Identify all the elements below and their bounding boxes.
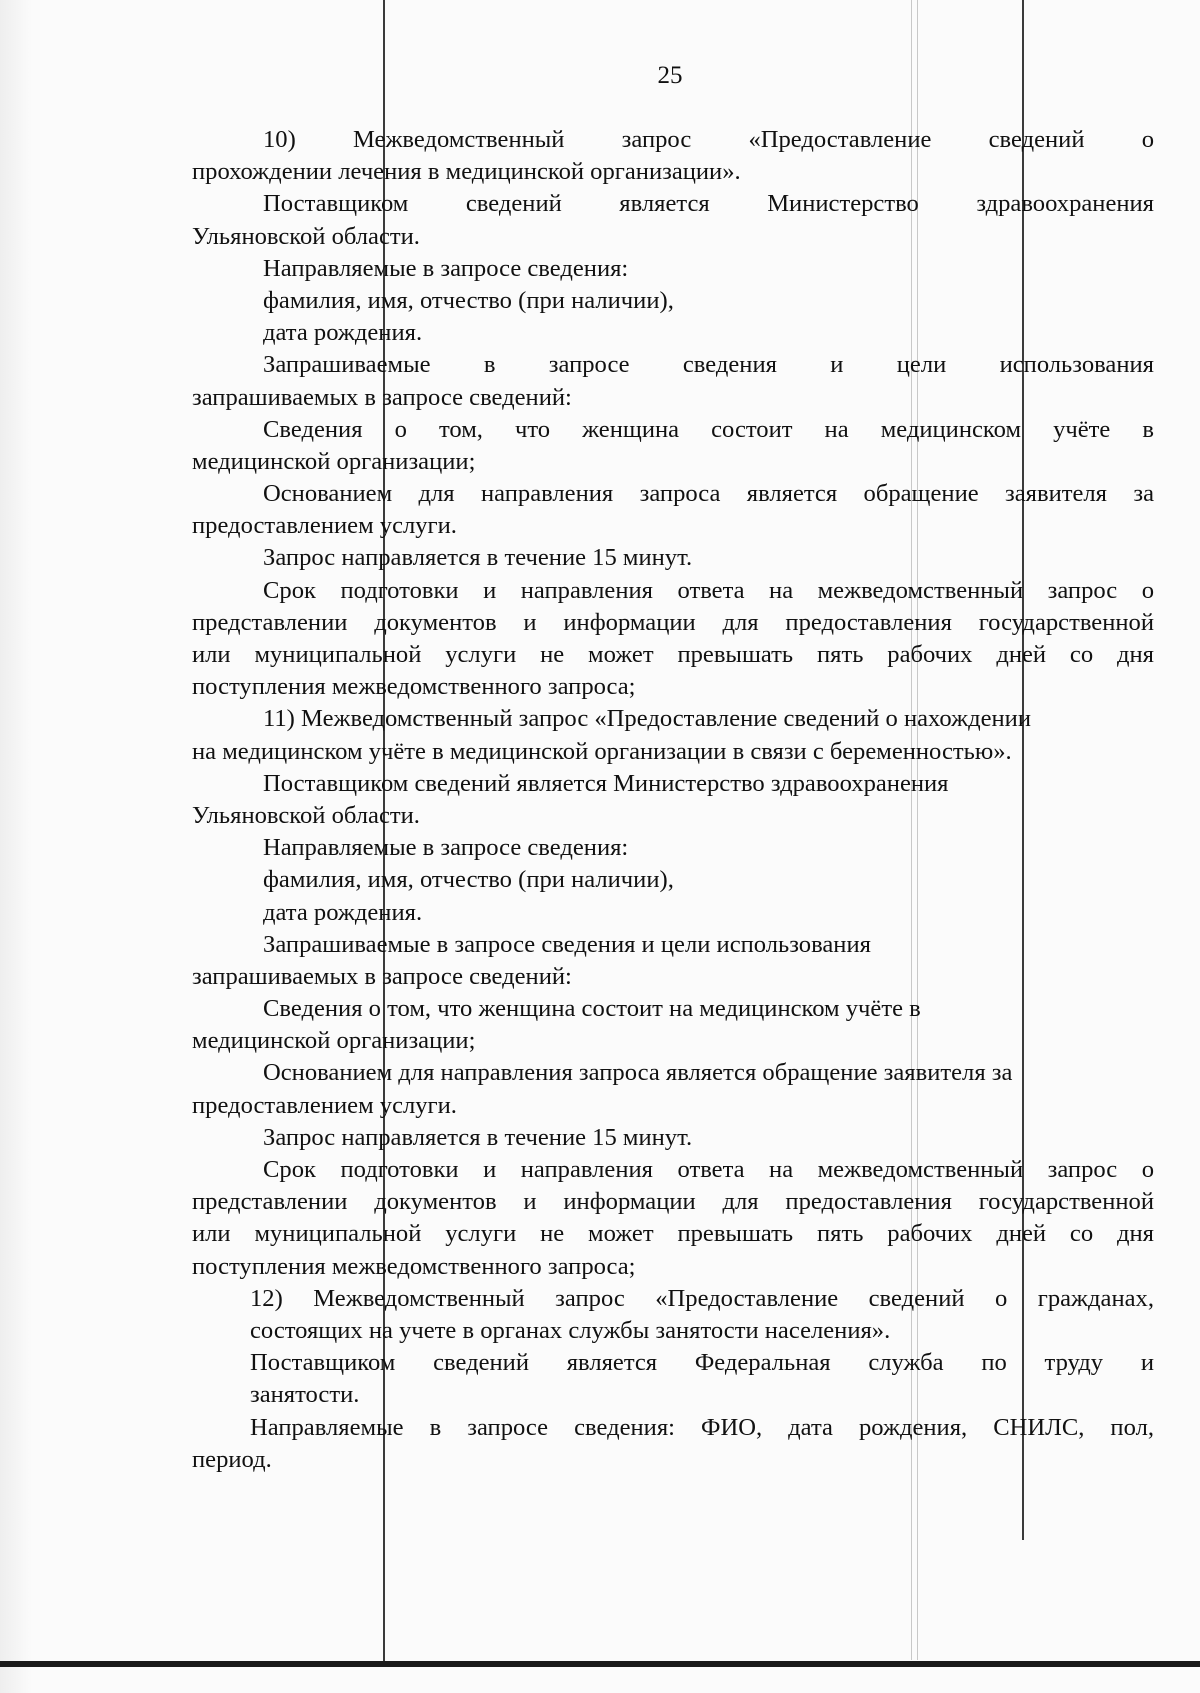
scan-shadow-edge [0,0,32,1693]
text-line: Основанием для направления запроса является обращение заявителя за [263,480,1154,508]
text-line: медицинской организации; [192,447,476,475]
text-line: фамилия, имя, отчество (при наличии), [263,286,674,314]
text-line: Сведения о том, что женщина состоит на медицинском учёте в [263,995,921,1023]
text-line: Запрос направляется в течение 15 минут. [263,1123,693,1151]
text-line: Срок подготовки и направления ответа на межведомственный запрос о [263,1156,1154,1183]
text-line: Основанием для направления запроса является обращение заявителя за [263,1059,1013,1087]
text-line: Срок подготовки и направления ответа на межведомственный запрос о [263,576,1154,604]
text-line: или муниципальной услуги не может превышать пять рабочих дней со дня [192,641,1154,668]
text-line: Запрашиваемые в запросе сведения и цели использования [263,351,1154,379]
document-body [192,124,1154,1476]
page-number: 25 [657,62,683,89]
text-line: поступления межведомственного запроса; [192,673,636,701]
text-line: или муниципальной услуги не может превышать пять рабочих дней со дня [192,1220,1154,1248]
text-line: фамилия, имя, отчество (при наличии), [263,866,674,894]
text-line: на медицинском учёте в медицинской организации в связи с беременностью». [192,737,1012,765]
text-line: Направляемые в запросе сведения: [263,254,629,282]
text-line: прохождении лечения в медицинской организации». [192,158,741,186]
text-line: запрашиваемых в запросе сведений: [192,962,572,990]
text-line: Направляемые в запросе сведения: [263,834,629,862]
text-line: предоставлением услуги. [192,1091,457,1119]
text-line: представлении документов и информации для предоставления государственной [192,1188,1154,1216]
text-line: Поставщиком сведений является Министерство здравоохранения [263,190,1154,218]
text-line: запрашиваемых в запросе сведений: [192,383,572,411]
text-line: 12) Межведомственный запрос «Предоставление сведений о гражданах, [250,1284,1154,1312]
text-line: Поставщиком сведений является Федеральная служба по труду и [250,1349,1154,1377]
text-line: дата рождения. [263,898,423,926]
text-line: Сведения о том, что женщина состоит на медицинском учёте в [263,415,1154,443]
text-line: поступления межведомственного запроса; [192,1252,636,1280]
text-line: состоящих на учете в органах службы занятости населения». [250,1316,891,1344]
text-line: дата рождения. [263,319,423,347]
text-line: Ульяновской области. [192,801,420,829]
text-line: 11) Межведомственный запрос «Предоставление сведений о нахождении [263,705,1032,733]
text-line: занятости. [250,1381,360,1409]
text-line: Ульяновской области. [192,222,420,250]
text-line: Запрашиваемые в запросе сведения и цели использования [263,930,871,958]
text-line: Поставщиком сведений является Министерство здравоохранения [263,769,949,797]
scan-bottom-border [0,1661,1200,1667]
text-line: период. [192,1445,272,1473]
text-line: медицинской организации; [192,1027,476,1055]
text-line: предоставлением услуги. [192,512,457,540]
text-line: 10) Межведомственный запрос «Предоставление сведений о [263,126,1154,153]
text-line: Запрос направляется в течение 15 минут. [263,544,693,572]
text-line: Направляемые в запросе сведения: ФИО, дата рождения, СНИЛС, пол, [250,1413,1154,1441]
text-line: представлении документов и информации для предоставления государственной [192,608,1154,636]
